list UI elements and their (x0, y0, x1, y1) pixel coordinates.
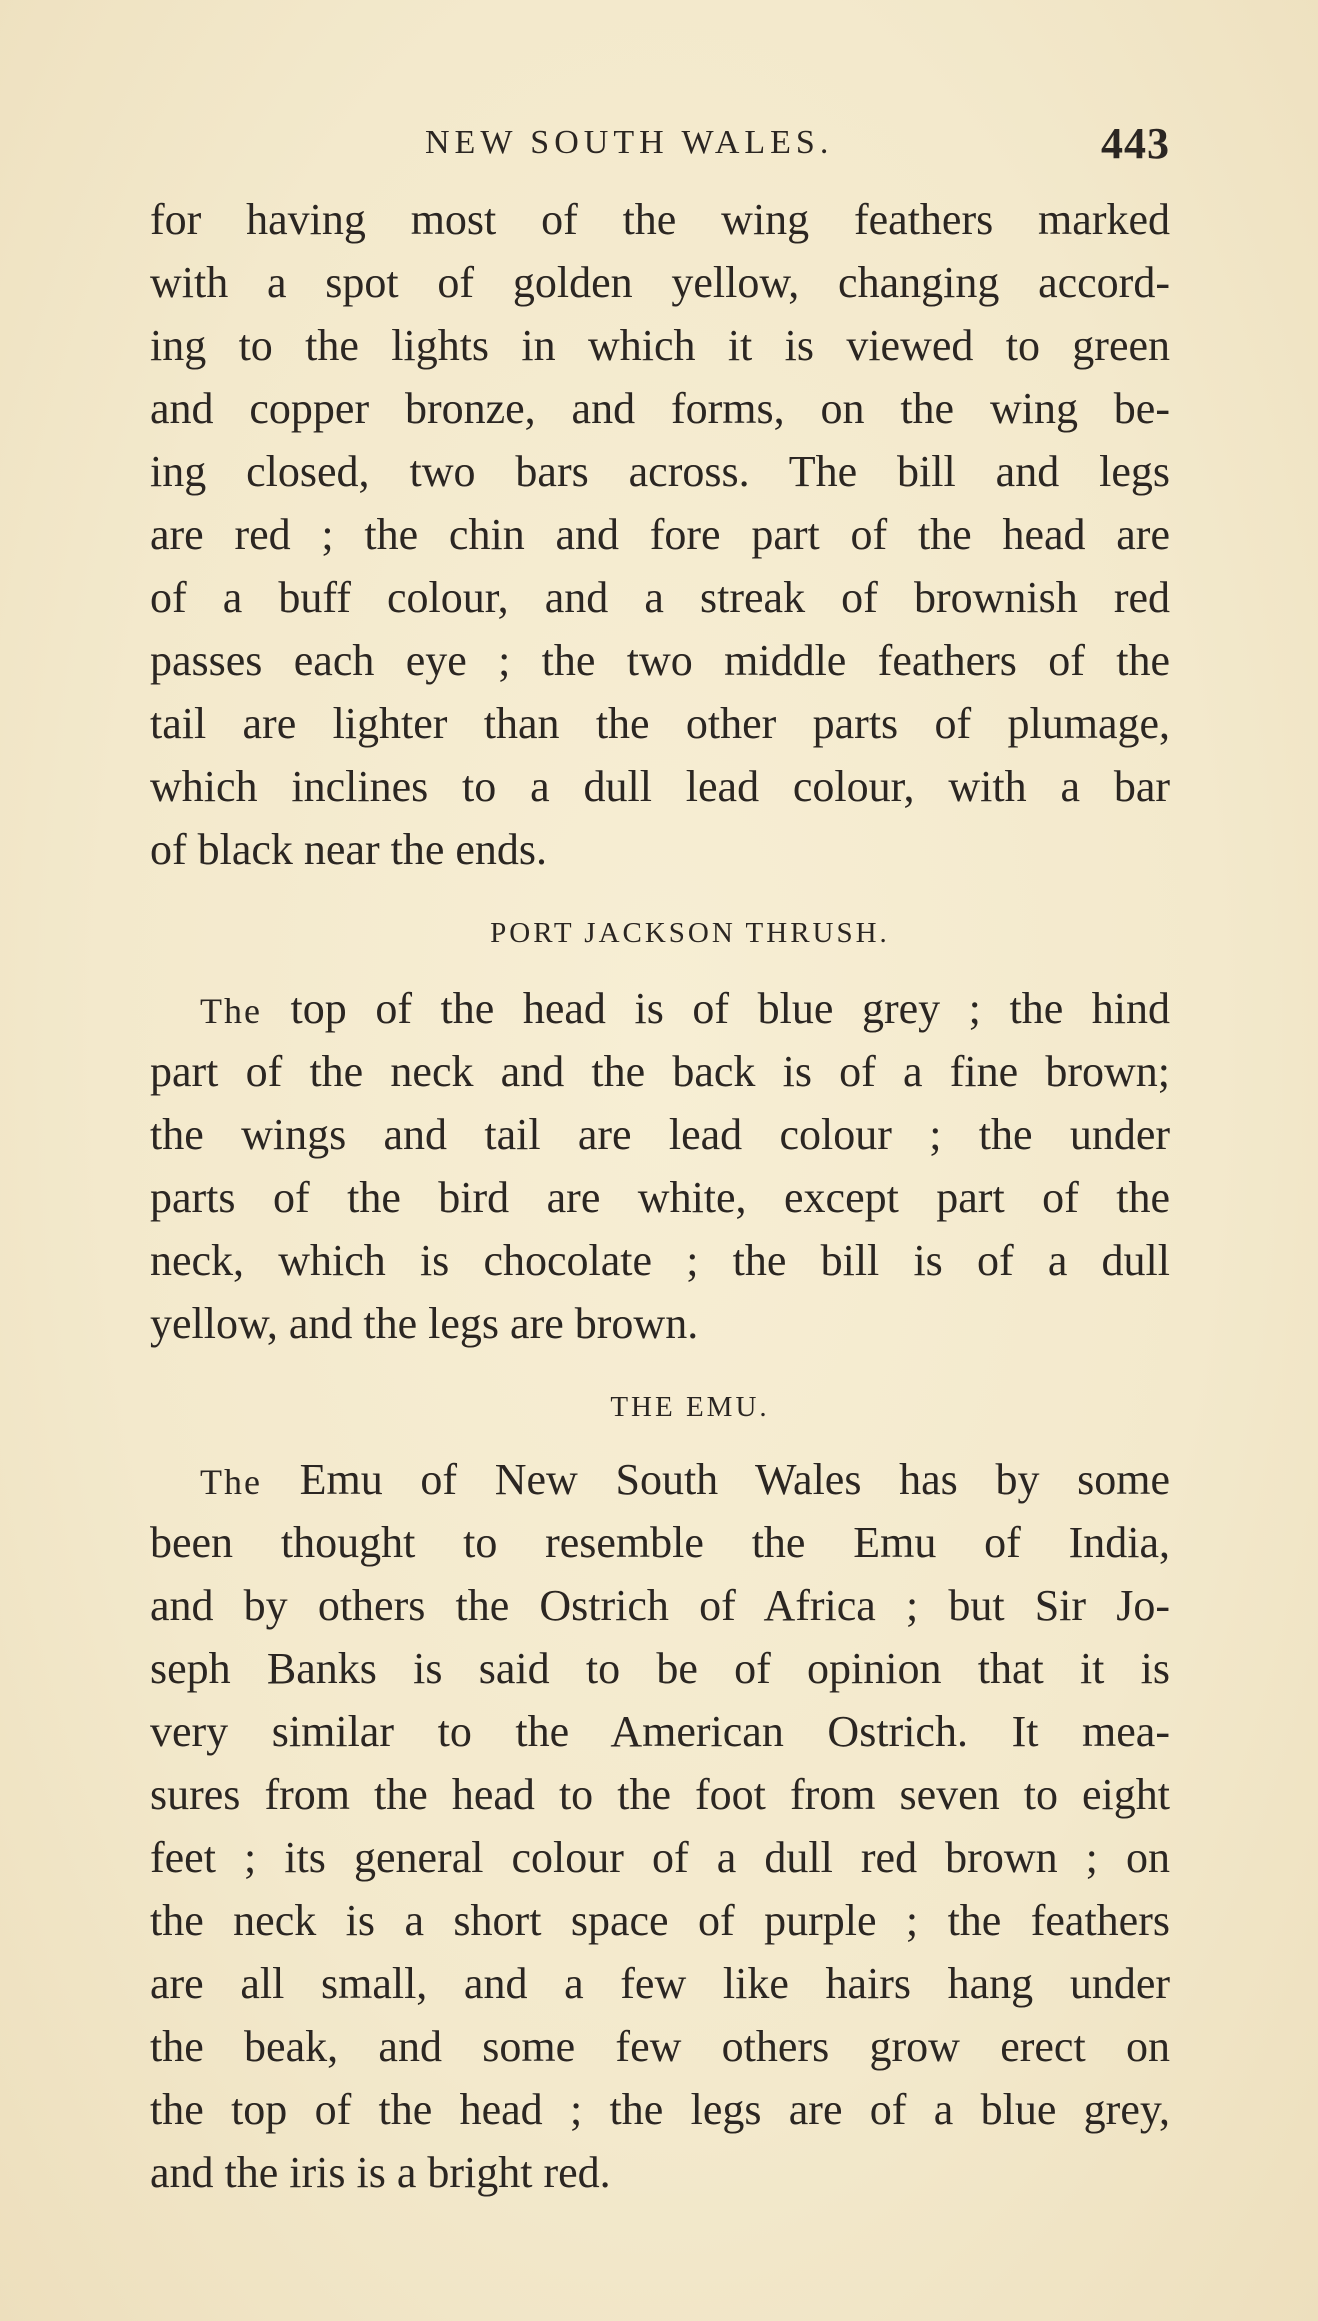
text-line-first (150, 1448, 1170, 1511)
text-line: yellow, and the legs are brown. (150, 1299, 699, 1348)
text-line: been thought to resemble the Emu of India, (150, 1518, 1170, 1567)
page-number: 443 (1101, 119, 1170, 168)
text-line: are all small, and a few like hairs hang under (150, 1959, 1170, 2008)
text-line: are red ; the chin and fore part of the head are (150, 510, 1170, 559)
text-line: part of the neck and the back is of a fine brown; (150, 1047, 1170, 1096)
text-line: and the iris is a bright red. (150, 2148, 611, 2197)
text-line: seph Banks is said to be of opinion that it is (150, 1644, 1170, 1693)
text-line-rest: Emu of New South Wales has by some (299, 1455, 1170, 1504)
small-caps-word: The (200, 991, 262, 1031)
paragraph-port-jackson-thrush (150, 977, 1170, 1355)
text-line: for having most of the wing feathers marked (150, 195, 1170, 244)
text-line: of a buff colour, and a streak of brownish red (150, 573, 1170, 622)
text-line: feet ; its general colour of a dull red brown ; on (150, 1833, 1170, 1882)
section-heading-port-jackson-thrush: PORT JACKSON THRUSH. (490, 917, 890, 949)
text-line: the neck is a short space of purple ; the feathers (150, 1896, 1170, 1945)
text-line: the wings and tail are lead colour ; the under (150, 1110, 1170, 1159)
text-line: of black near the ends. (150, 825, 548, 874)
text-line: sures from the head to the foot from seven to eight (150, 1770, 1170, 1819)
text-line: the top of the head ; the legs are of a blue grey, (150, 2085, 1170, 2134)
text-line: and by others the Ostrich of Africa ; but Sir Jo- (150, 1581, 1170, 1630)
text-line: very similar to the American Ostrich. It mea- (150, 1707, 1170, 1756)
text-line: parts of the bird are white, except part of the (150, 1173, 1170, 1222)
text-line: neck, which is chocolate ; the bill is of a dull (150, 1236, 1170, 1285)
text-line-first (150, 977, 1170, 1040)
running-title: NEW SOUTH WALES. (425, 124, 834, 161)
running-head (150, 118, 1170, 178)
text-line: with a spot of golden yellow, changing accord- (150, 258, 1170, 307)
text-line: ing to the lights in which it is viewed to green (150, 321, 1170, 370)
text-line: ing closed, two bars across. The bill and legs (150, 447, 1170, 496)
paragraph-the-emu (150, 1448, 1170, 2204)
small-caps-word: The (200, 1462, 262, 1502)
text-line: the beak, and some few others grow erect on (150, 2022, 1170, 2071)
paragraph-continuation (150, 188, 1170, 881)
text-line: and copper bronze, and forms, on the wing be- (150, 384, 1170, 433)
section-heading-the-emu: THE EMU. (610, 1391, 770, 1423)
text-line: which inclines to a dull lead colour, with a bar (150, 762, 1170, 811)
text-line: tail are lighter than the other parts of plumage, (150, 699, 1170, 748)
body-text (150, 188, 1170, 2204)
text-line-rest: top of the head is of blue grey ; the hind (290, 984, 1171, 1033)
text-line: passes each eye ; the two middle feathers of the (150, 636, 1170, 685)
